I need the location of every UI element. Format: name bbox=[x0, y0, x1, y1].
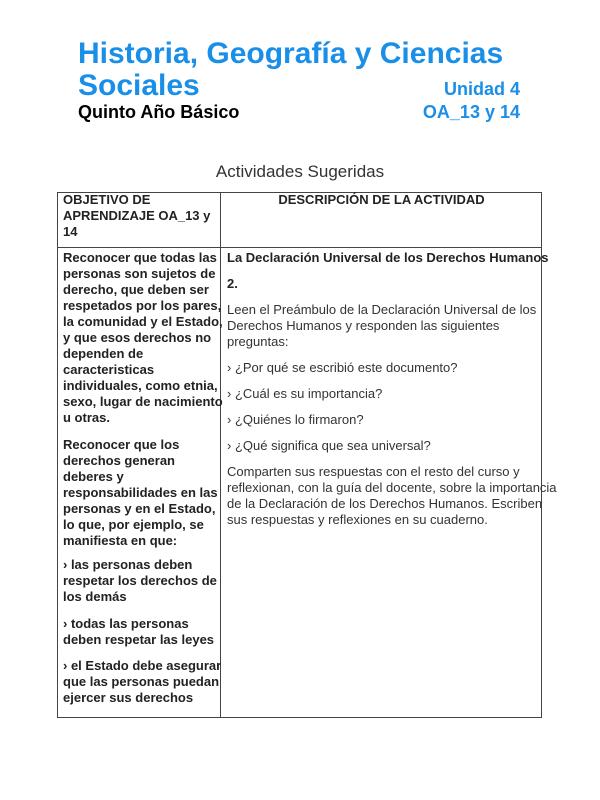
objective-line: personas y en el Estado, bbox=[63, 501, 216, 516]
activity-intro-line: preguntas: bbox=[227, 334, 289, 349]
objective-line: dependen de bbox=[63, 346, 144, 361]
objective-line: u otras. bbox=[63, 410, 110, 425]
objective-line: Reconocer que todas las bbox=[63, 250, 217, 265]
header-divider bbox=[57, 247, 542, 248]
activity-intro-line: Derechos Humanos y responden las siguientes bbox=[227, 318, 500, 333]
objective-line: Reconocer que los bbox=[63, 437, 180, 452]
col1-header-line: APRENDIZAJE OA_13 y bbox=[63, 208, 211, 223]
objective-line: › el Estado debe asegurar bbox=[63, 658, 222, 673]
col2-header: DESCRIPCIÓN DE LA ACTIVIDAD bbox=[278, 192, 485, 207]
title-line-2: Sociales bbox=[78, 69, 200, 102]
title-line-1: Historia, Geografía y Ciencias bbox=[78, 37, 504, 70]
oa-label: OA_13 y 14 bbox=[422, 102, 520, 122]
objective-line: individuales, como etnia, bbox=[63, 378, 218, 393]
objective-line: respetar los derechos de bbox=[63, 573, 217, 588]
unit-label: Unidad 4 bbox=[443, 79, 520, 99]
objective-line: caracteristicas bbox=[63, 362, 155, 377]
objective-line: › las personas deben bbox=[63, 557, 193, 572]
objective-line: y que esos derechos no bbox=[63, 330, 212, 345]
section-title: Actividades Sugeridas bbox=[215, 162, 385, 181]
objective-line: deben respetar las leyes bbox=[63, 632, 215, 647]
objective-line: sexo, lugar de nacimiento bbox=[63, 394, 223, 409]
objective-line: derechos generan bbox=[63, 453, 175, 468]
objective-line: derecho, que deben ser bbox=[63, 282, 209, 297]
activity-number: 2. bbox=[227, 276, 238, 291]
objective-line: manifiesta en que: bbox=[63, 533, 178, 548]
objective-line: ejercer sus derechos bbox=[63, 690, 194, 705]
activity-closing-line: Comparten sus respuestas con el resto del curso y bbox=[227, 464, 520, 479]
objective-line: la comunidad y el Estado, bbox=[63, 314, 223, 329]
activity-intro-line: Leen el Preámbulo de la Declaración Universal de los bbox=[227, 302, 537, 317]
objective-line: responsabilidades en las bbox=[63, 485, 218, 500]
objective-line: lo que, por ejemplo, se bbox=[63, 517, 204, 532]
activity-question: › ¿Por qué se escribió este documento? bbox=[227, 360, 458, 375]
objective-line: › todas las personas bbox=[63, 616, 189, 631]
activity-question: › ¿Cuál es su importancia? bbox=[227, 386, 383, 401]
col1-header-line: 14 bbox=[63, 224, 78, 239]
activity-closing-line: reflexionan, con la guía del docente, sobre la importancia bbox=[227, 480, 557, 495]
grade-label: Quinto Año Básico bbox=[78, 102, 240, 122]
col1-header-line: OBJETIVO DE bbox=[63, 192, 151, 207]
objective-line: personas son sujetos de bbox=[63, 266, 216, 281]
objective-line: respetados por los pares, bbox=[63, 298, 222, 313]
activity-question: › ¿Quiénes lo firmaron? bbox=[227, 412, 364, 427]
activity-question: › ¿Qué significa que sea universal? bbox=[227, 438, 431, 453]
activity-title: La Declaración Universal de los Derechos Humanos bbox=[227, 250, 549, 265]
objective-line: deberes y bbox=[63, 469, 124, 484]
objective-line: que las personas puedan bbox=[63, 674, 220, 689]
activity-closing-line: de la Declaración de los Derechos Humanos. Escriben bbox=[227, 496, 543, 511]
activity-closing-line: sus respuestas y reflexiones en su cuaderno. bbox=[227, 512, 488, 527]
column-divider bbox=[220, 192, 221, 718]
objective-line: los demás bbox=[63, 589, 127, 604]
